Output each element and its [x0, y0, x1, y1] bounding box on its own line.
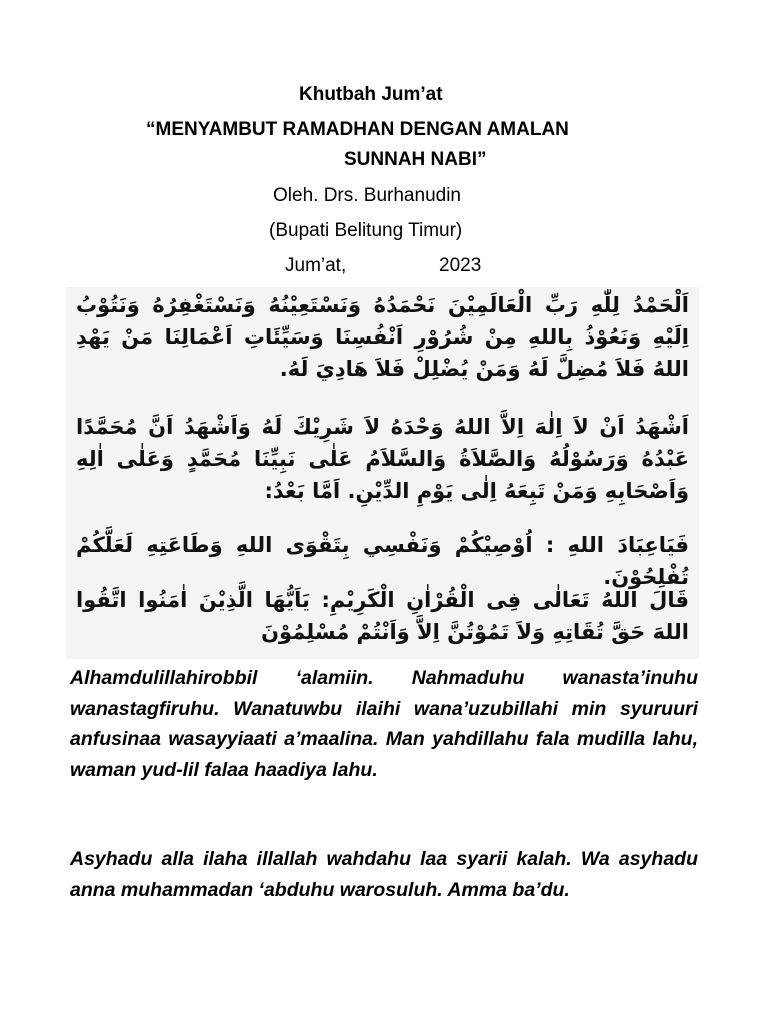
sermon-title-line-1: “MENYAMBUT RAMADHAN DENGAN AMALAN	[146, 119, 569, 140]
date-label: Jum’at,	[285, 255, 347, 276]
transliteration-paragraph-2: Asyhadu alla ilaha illallah wahdahu laa syarii kalah. Wa asyhadu anna muhammadan ‘abduhu warosuluh. Amma ba’du.	[70, 848, 698, 901]
year: 2023	[439, 255, 482, 276]
transliteration-paragraph-1: Alhamdulillahirobbil ‘alamiin. Nahmaduhu wanasta’inuhu wanastagfiruhu. Wanatuwbu ilaihi wana’uzubillahi min syuruuri anfusinaa wasayyiaati a’maalina. Man yahdillahu fala mudilla lahu, waman yud-lil falaa haadiya lahu.	[70, 667, 698, 781]
arabic-paragraph-praise: اَلْحَمْدُ لِلّٰهِ رَبِّ الْعَالَمِيْنَ نَحْمَدُهُ وَنَسْتَعِيْنُهُ وَنَسْتَغْفِرُهُ وَنَتُوْبُ اِلَيْهِ وَنَعُوْذُ بِاللهِ مِنْ شُرُوْرِ اَنْفُسِنَا وَسَيِّئَاتِ اَعْمَالِنَا مَنْ يَهْدِ اللهُ فَلاَ مُضِلَّ لَهُ وَمَنْ يُضْلِلْ فَلاَ هَادِيَ لَهُ.	[76, 293, 689, 381]
author-position: (Bupati Belitung Timur)	[269, 220, 463, 241]
khutbah-label: Khutbah Jum’at	[299, 84, 443, 105]
arabic-paragraph-quran-verse: قَالَ اللهُ تَعَالٰى فِى الْقُرْاٰنِ الْكَرِيْمِ: يَاَيُّهَا الَّذِيْنَ اٰمَنُوا اتَّقُوا اللهَ حَقَّ تُقَاتِهِ وَلاَ تَمُوْتُنَّ اِلاَّ وَاَنْتُمْ مُسْلِمُوْنَ	[76, 588, 689, 644]
arabic-paragraph-shahada: اَشْهَدُ اَنْ لاَ اِلٰهَ اِلاَّ اللهُ وَحْدَهُ لاَ شَرِيْكَ لَهُ وَاَشْهَدُ اَنَّ مُحَمَّدًا عَبْدُهُ وَرَسُوْلُهُ وَالصَّلاَةُ وَالسَّلاَمُ عَلٰى نَبِيِّنَا مُحَمَّدٍ وَعَلٰى اٰلِهِ وَاَصْحَابِهِ وَمَنْ تَبِعَهُ اِلٰى يَوْمِ الدِّيْنِ. اَمَّا بَعْدُ:	[76, 415, 689, 503]
author-line: Oleh. Drs. Burhanudin	[273, 185, 461, 206]
sermon-title-line-2: SUNNAH NABI”	[344, 149, 487, 170]
arabic-paragraph-wasiat: فَيَاعِبَادَ اللهِ : اُوْصِيْكُمْ وَنَفْسِي بِتَقْوَى اللهِ وَطَاعَتِهِ لَعَلَّكُمْ تُفْلِحُوْنَ.	[76, 533, 689, 589]
arabic-text-block	[66, 287, 699, 659]
